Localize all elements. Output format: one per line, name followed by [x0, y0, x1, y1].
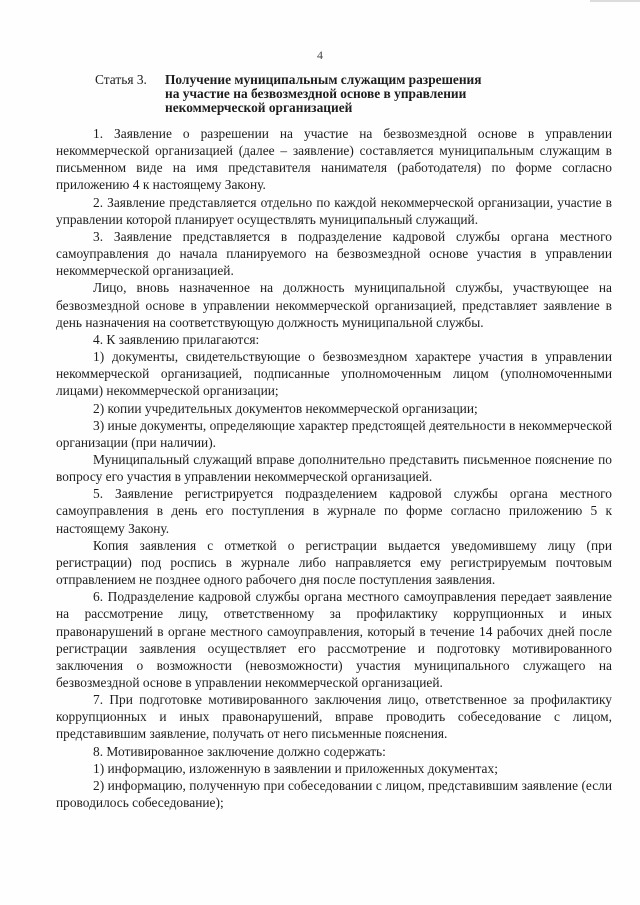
paragraph: 3. Заявление представляется в подразделение кадровой службы органа местного самоуправления до начала планируемого на безвозмездной основе участия в управлении некоммерческой организацией. [56, 228, 612, 279]
paragraph: 3) иные документы, определяющие характер предстоящей деятельности в некоммерческой организации (при наличии). [56, 417, 612, 450]
article-title-line: Получение муниципальным служащим разрешения [165, 72, 482, 87]
paragraph: Муниципальный служащий вправе дополнительно представить письменное пояснение по вопросу его участия в управлении некоммерческой организацией. [56, 451, 612, 485]
article-body [56, 125, 612, 811]
paragraph: 1) информацию, изложенную в заявлении и приложенных документах; [93, 760, 498, 776]
paragraph: Копия заявления с отметкой о регистрации выдается уведомившему лицу (при регистрации) под роспись в журнале либо направляется ему регистрируемым почтовым отправлением не позднее одного рабочего дня после поступления заявления. [56, 537, 612, 588]
article-title-line: некоммерческой организацией [165, 100, 353, 115]
page-number: 4 [317, 48, 323, 62]
paragraph: 5. Заявление регистрируется подразделением кадровой службы органа местного самоуправления в день его поступления в журнале по форме согласно приложению 5 к настоящему Закону. [56, 486, 612, 536]
paragraph: 2) копии учредительных документов некоммерческой организации; [93, 400, 478, 416]
paragraph: 1) документы, свидетельствующие о безвозмездном характере участия в управлении некоммерческой организацией, подписанные уполномоченным лицом (уполномоченными лицами) некоммерческой организации; [56, 349, 612, 399]
scan-edge-mark [590, 0, 640, 2]
paragraph: 6. Подразделение кадровой службы органа местного самоуправления передает заявление на рассмотрение лицу, ответственному за профилактику коррупционных и иных правонарушений в органе местного самоуправления, который в течение 14 рабочих дней после регистрации заявления осуществляет его рассмотрение и подготовку мотивированного заключения о возможности (невозможности) участия муниципального служащего на безвозмездной основе в управлении некоммерческой организацией. [56, 589, 612, 690]
paragraph: 2. Заявление представляется отдельно по каждой некоммерческой организации, участие в управлении которой планирует осуществлять муниципальный служащий. [56, 194, 612, 227]
paragraph: 1. Заявление о разрешении на участие на безвозмездной основе в управлении некоммерческой организацией (далее – заявление) составляется муниципальным служащим в письменном виде на имя представителя нанимателя (работодателя) по форме согласно приложению 4 к настоящему Закону. [56, 126, 612, 193]
paragraph: 7. При подготовке мотивированного заключения лицо, ответственное за профилактику коррупционных и иных правонарушений, вправе проводить собеседование с лицом, представившим заявление, получать от него письменные пояснения. [56, 692, 612, 742]
paragraph: 4. К заявлению прилагаются: [93, 331, 260, 347]
article-number: Статья 3. [95, 72, 147, 87]
article-title-line: на участие на безвозмездной основе в управлении [165, 86, 467, 101]
paragraph: 2) информацию, полученную при собеседовании с лицом, представившим заявление (если проводилось собеседование); [56, 777, 612, 811]
paragraph: Лицо, вновь назначенное на должность муниципальной службы, участвующее на безвозмездной основе в управлении некоммерческой организацией, представляет заявление в день назначения на соответствующую должность муниципальной службы. [56, 280, 612, 330]
paragraph: 8. Мотивированное заключение должно содержать: [93, 743, 386, 759]
article-title [165, 73, 565, 115]
